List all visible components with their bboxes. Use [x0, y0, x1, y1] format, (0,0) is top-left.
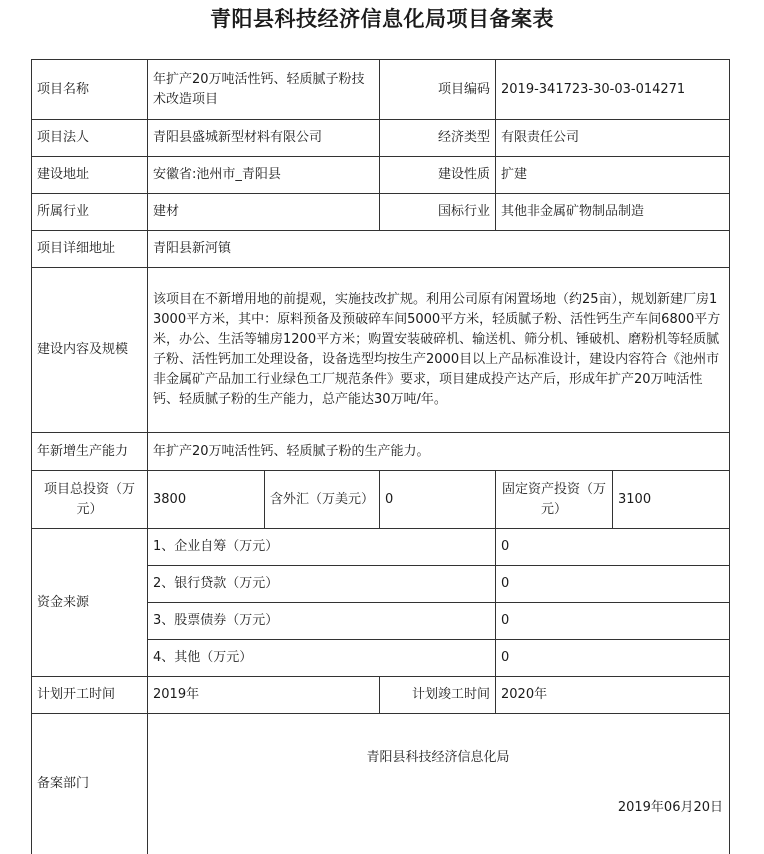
- document-title: 青阳县科技经济信息化局项目备案表: [210, 7, 554, 31]
- economic-type-value: 有限责任公司: [496, 120, 730, 157]
- detail-address-value: 青阳县新河镇: [148, 231, 730, 268]
- row-site: [32, 157, 730, 194]
- funding-item-label: 2、银行贷款（万元）: [148, 566, 496, 603]
- project-code-label: 项目编码: [380, 60, 496, 120]
- funding-item-label: 1、企业自筹（万元）: [148, 529, 496, 566]
- economic-type-label: 经济类型: [380, 120, 496, 157]
- funding-row: [32, 529, 730, 566]
- total-invest-label: 项目总投资（万元）: [32, 471, 148, 529]
- industry-value: 建材: [148, 194, 380, 231]
- row-legal-person: [32, 120, 730, 157]
- capacity-value: 年扩产20万吨活性钙、轻质腻子粉的生产能力。: [148, 433, 730, 471]
- record-table: [31, 59, 730, 854]
- row-dept: [32, 714, 730, 854]
- total-invest-value: 3800: [148, 471, 265, 529]
- fixed-invest-value: 3100: [613, 471, 730, 529]
- row-detail-address: [32, 231, 730, 268]
- content-value: 该项目在不新增用地的前提观，实施技改扩规。利用公司原有闲置场地（约25亩），规划新建厂房13000平方米，其中：原料预备及预破碎车间5000平方米，轻质腻子粉、活性钙生产车间6800平方米，办公、生活等辅房1200平方米；购置安装破碎机、输送机、筛分机、锤破机、磨粉机等轻质腻子粉、活性钙加工处理设备，设备选型均按生产2000目以上产品标准设计，建设内容符合《池州市非金属矿产品加工行业绿色工厂规范条件》要求，项目建成投产达产后，形成年扩产20万吨活性钙、轻质腻子粉的生产能力，总产能达30万吨/年。: [148, 268, 730, 433]
- project-name-value: 年扩产20万吨活性钙、轻质腻子粉技术改造项目: [148, 60, 380, 120]
- fixed-invest-label: 固定资产投资（万元）: [496, 471, 613, 529]
- content-label: 建设内容及规模: [32, 268, 148, 433]
- legal-person-value: 青阳县盛城新型材料有限公司: [148, 120, 380, 157]
- intl-industry-label: 国标行业: [380, 194, 496, 231]
- funding-label: 资金来源: [32, 529, 148, 677]
- row-industry: [32, 194, 730, 231]
- end-label: 计划竣工时间: [380, 677, 496, 714]
- detail-address-label: 项目详细地址: [32, 231, 148, 268]
- forex-label: 含外汇（万美元）: [265, 471, 380, 529]
- site-label: 建设地址: [32, 157, 148, 194]
- start-label: 计划开工时间: [32, 677, 148, 714]
- row-content: [32, 268, 730, 433]
- start-value: 2019年: [148, 677, 380, 714]
- site-value: 安徽省:池州市_青阳县: [148, 157, 380, 194]
- row-schedule: [32, 677, 730, 714]
- capacity-label: 年新增生产能力: [32, 433, 148, 471]
- funding-item-value: 0: [496, 603, 730, 640]
- project-code-value: 2019-341723-30-03-014271: [496, 60, 730, 120]
- funding-item-label: 4、其他（万元）: [148, 640, 496, 677]
- funding-item-value: 0: [496, 566, 730, 603]
- end-value: 2020年: [496, 677, 730, 714]
- row-investment: [32, 471, 730, 529]
- dept-cell: [148, 714, 730, 854]
- industry-label: 所属行业: [32, 194, 148, 231]
- legal-person-label: 项目法人: [32, 120, 148, 157]
- project-name-label: 项目名称: [32, 60, 148, 120]
- funding-item-value: 0: [496, 529, 730, 566]
- record-date: 2019年06月20日: [617, 800, 724, 815]
- dept-label: 备案部门: [32, 714, 148, 854]
- funding-item-label: 3、股票债券（万元）: [148, 603, 496, 640]
- row-project-name: [32, 60, 730, 120]
- nature-label: 建设性质: [380, 157, 496, 194]
- dept-wrap: [153, 714, 723, 854]
- intl-industry-value: 其他非金属矿物制品制造: [496, 194, 730, 231]
- dept-name: 青阳县科技经济信息化局: [366, 750, 510, 765]
- funding-item-value: 0: [496, 640, 730, 677]
- row-capacity: [32, 433, 730, 471]
- forex-value: 0: [380, 471, 496, 529]
- nature-value: 扩建: [496, 157, 730, 194]
